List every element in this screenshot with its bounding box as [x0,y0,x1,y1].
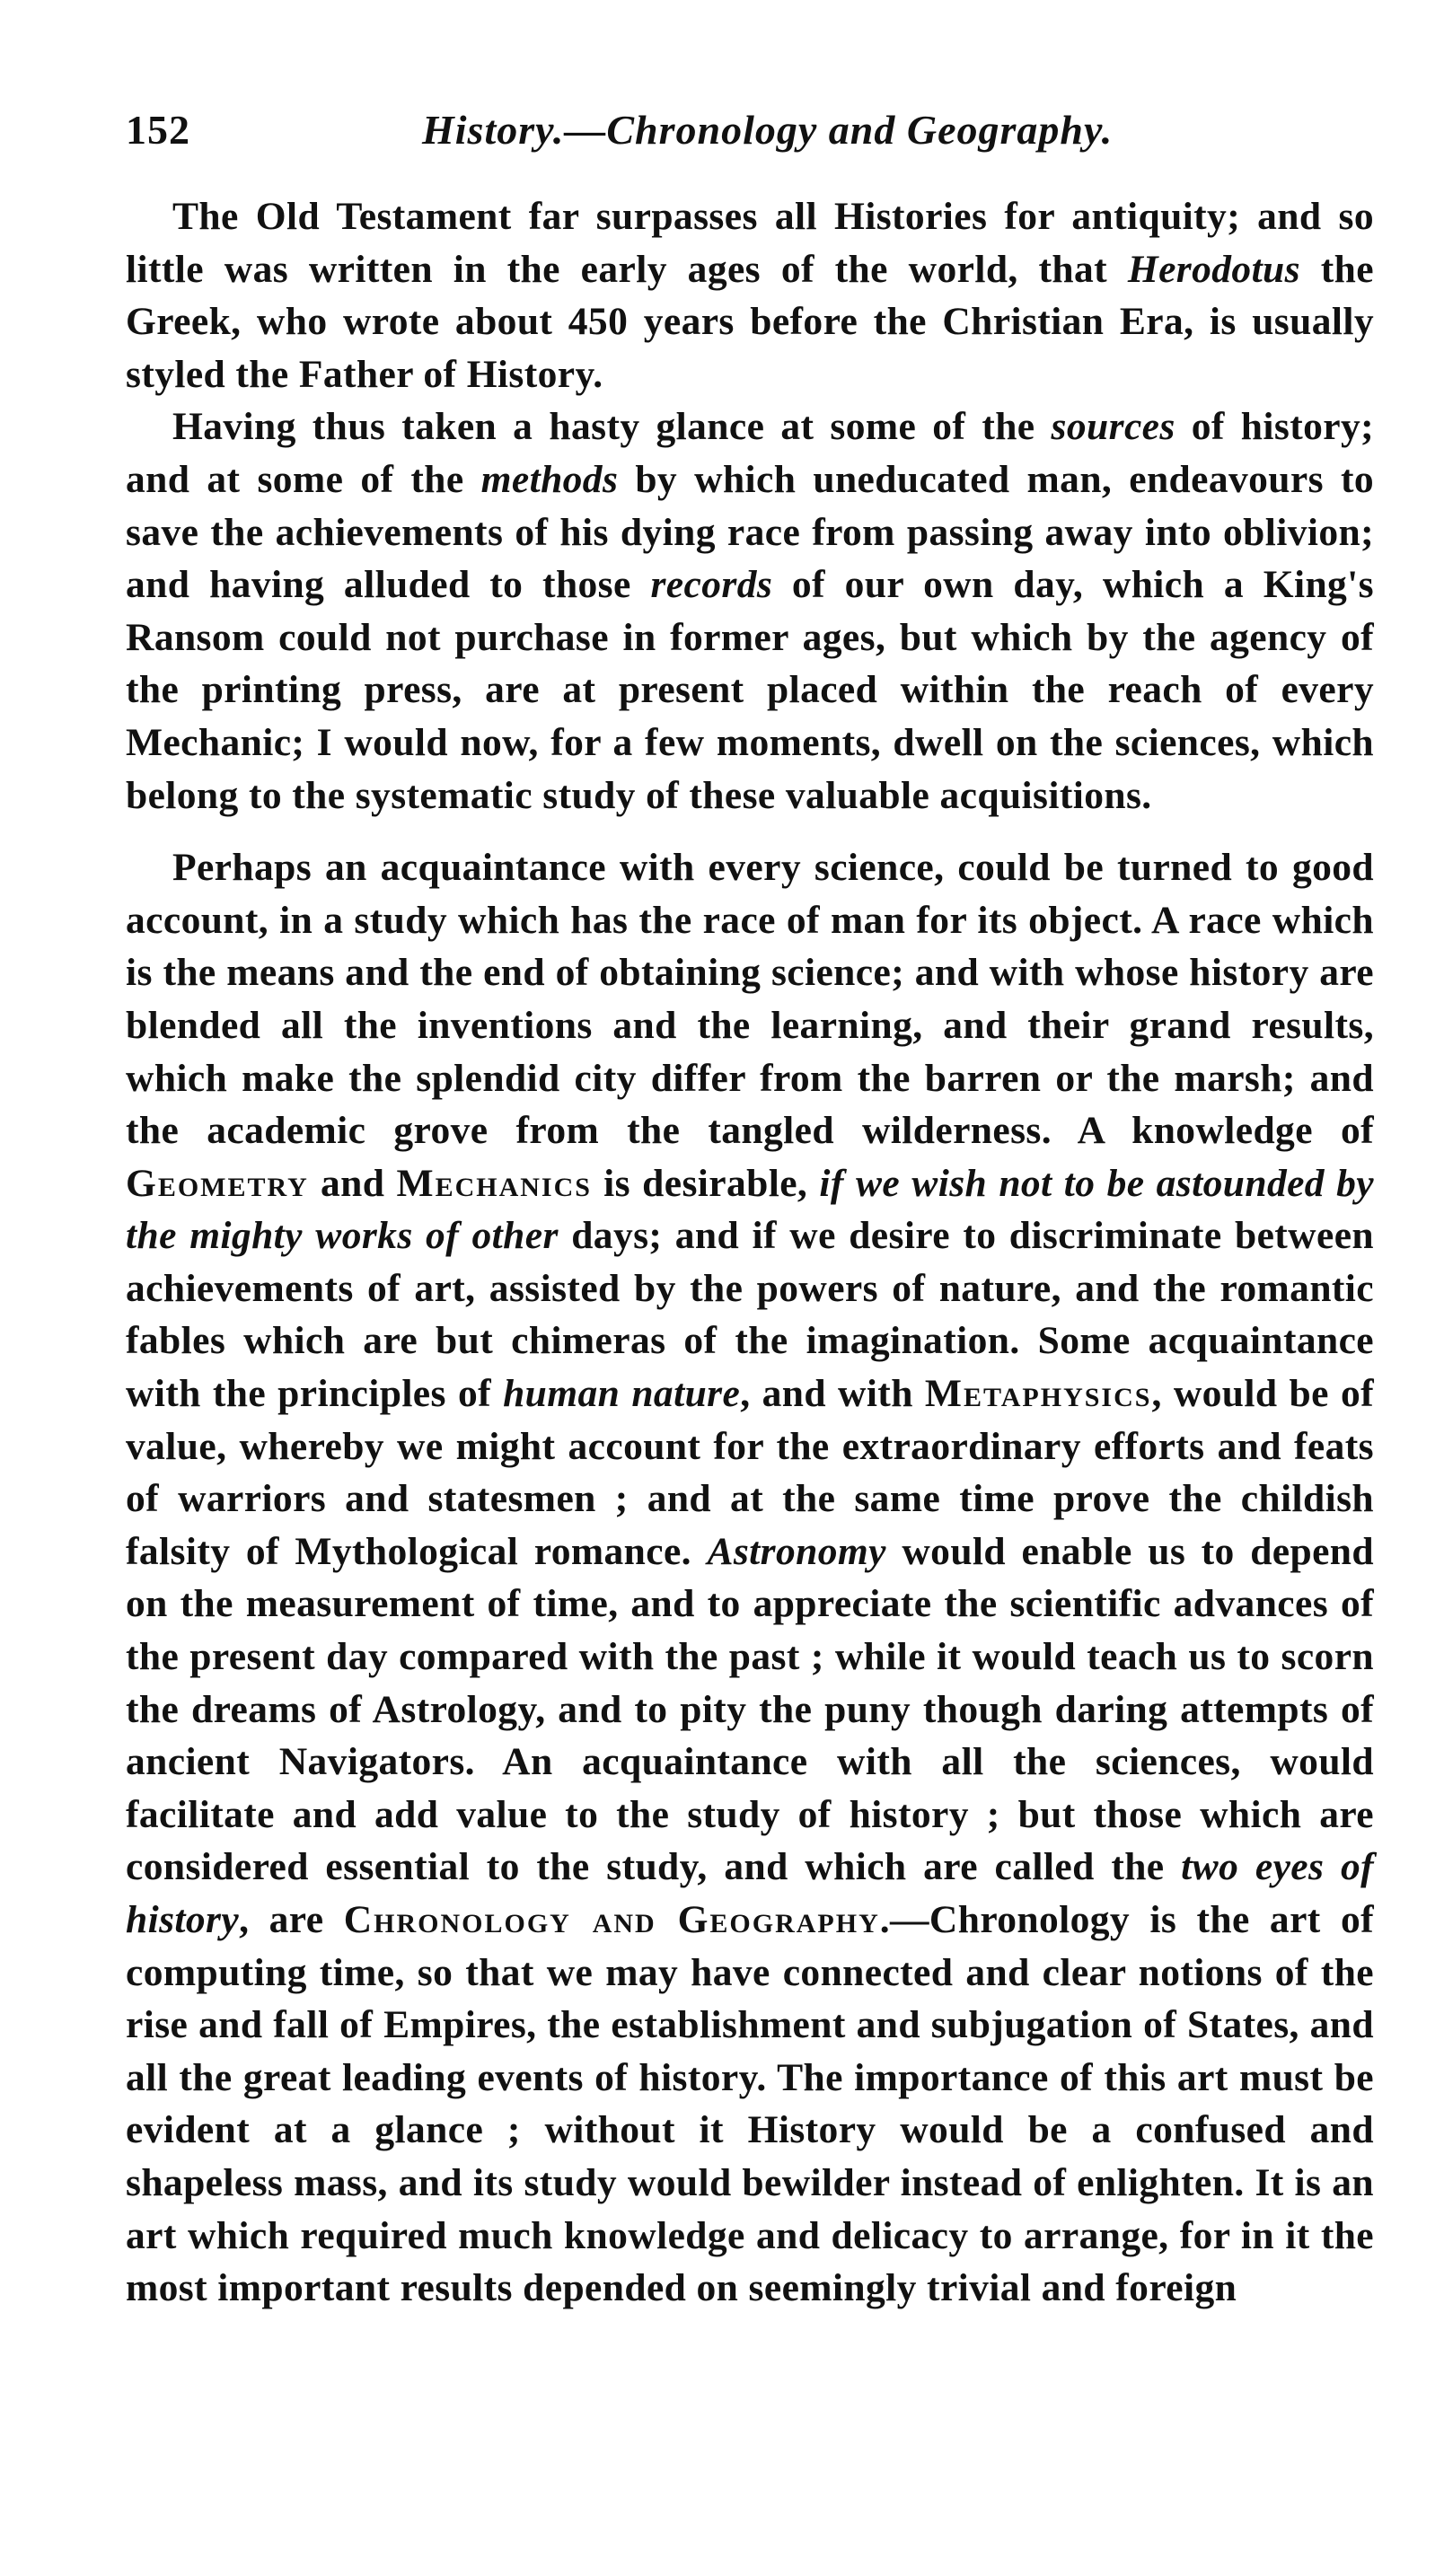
text-run: .—Chronology is the art of computing time, so that we may have connected and clear notions of the rise and fall of Empires, the establishment and subjugation of States, and all the great leading events of history. The importance of this art must be evident at a glance ; without it History would be a confused and shapeless mass, and its study would bewilder instead of enlighten. It is an art which required much knowledge and delicacy to arrange, for in it the most important results depended on seemingly trivial and foreign [126,1898,1374,2310]
paragraph [126,841,1374,2315]
text-run: Mechanics [396,1161,592,1205]
text-run: , would be of value, whereby we might account for the extraordinary efforts and feats of warriors and statesmen ; and at the same time prove the childish falsity of Mythological romance. [126,1372,1374,1573]
body-text [126,190,1374,2315]
text-run: human nature [503,1372,741,1416]
text-run: The Old Testament far surpasses all Histories for antiquity; and so little was written in the early ages of the world, that [126,195,1374,291]
paragraph [126,400,1374,822]
paragraph [126,190,1374,400]
text-run: Astronomy [707,1529,886,1573]
text-run: two eyes of history [126,1845,1374,1941]
text-run: Metaphysics [924,1372,1152,1416]
text-run: by which uneducated man, endeavours to save the achievements of his dying race from passing away into oblivion; and having alluded to those [126,457,1374,607]
text-run: , and with [740,1372,925,1416]
running-title: History.—Chronology and Geography. [422,107,1114,153]
text-run: if we wish not to be astounded by the mighty works of other [126,1161,1375,1258]
text-run: sources [1051,405,1175,449]
text-run: , are [239,1898,344,1941]
text-run: Chronology and Geography [343,1898,880,1941]
text-run: would enable us to depend on the measurement of time, and to appreciate the scientific advances of the present day compared with the past ; while it would teach us to scorn the dreams of Astrology, and to pity the puny though daring attempts of ancient Navigators. An acquaintance with all the sciences, would facilitate and add value to the study of history ; but those which are considered essential to the study, and which are called the [126,1529,1374,1889]
text-run: and [308,1161,397,1205]
text-run: the Greek, who wrote about 450 years before the Christian Era, is usually styled the Father of History. [126,247,1374,396]
text-run: methods [480,457,619,501]
text-run: Perhaps an acquaintance with every science, could be turned to good account, in a study which has the race of man for its object. A race which is the means and the end of obtaining science; and with whose history are blended all the inventions and the learning, and their grand results, which make the splendid city differ from the barren or the marsh; and the academic grove from the tangled wilderness. A knowledge of [126,846,1374,1153]
text-run: is desirable, [591,1161,820,1205]
text-run: of history; and at some of the [126,405,1374,501]
text-run: of our own day, which a King's Ransom could not purchase in former ages, but which by the agency of the printing press, are at present placed within the reach of every Mechanic; I would now, for a few moments, dwell on the sciences, which belong to the systematic study of these valuable acquisitions. [126,563,1374,817]
text-run: Having thus taken a hasty glance at some of the [172,405,1052,449]
text-run: Herodotus [1127,247,1300,291]
text-run: days; and if we desire to discriminate between achievements of art, assisted by the powers of nature, and the romantic fables which are but chimeras of the imagination. Some acquaintance with the principles of [126,1214,1374,1416]
page-header [126,106,1365,169]
text-run: records [650,563,773,607]
text-run: Geometry [126,1161,309,1205]
page-number: 152 [126,107,190,153]
